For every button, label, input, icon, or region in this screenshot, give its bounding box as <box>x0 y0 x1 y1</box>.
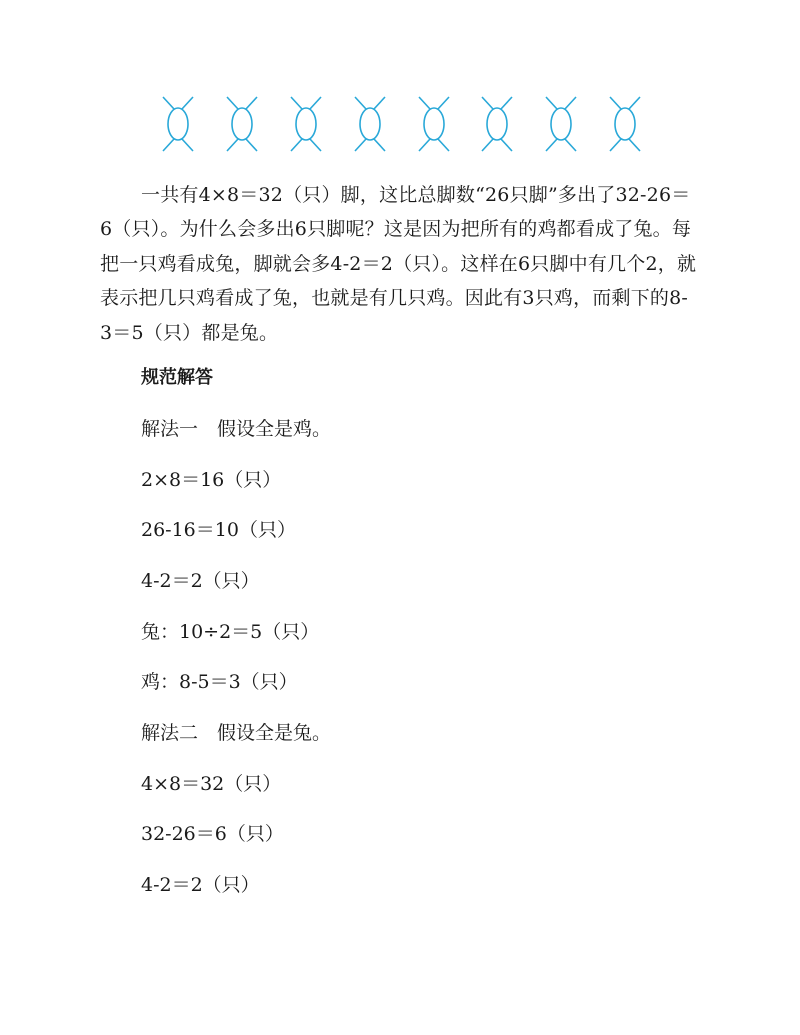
explanation-paragraph: 一共有4×8＝32（只）脚，这比总脚数“26只脚”多出了32-26＝6（只）。为什么会多出6只脚呢？这是因为把所有的鸡都看成了兔。每把一只鸡看成兔，脚就会多4-2＝2（只）。这样在6只脚中有几个2，就表示把几只鸡看成了兔，也就是有几只鸡。因此有3只鸡，而剩下的8-3＝5（只）都是兔。 <box>100 184 697 344</box>
method1-step: 鸡：8-5＝3（只） <box>141 671 298 693</box>
method1-step: 2×8＝16（只） <box>141 469 282 491</box>
figure-row <box>0 92 800 156</box>
method1-title: 解法一 假设全是鸡。 <box>141 418 332 440</box>
chicken-leg-figure-icon <box>419 97 449 151</box>
method1-step: 26-16＝10（只） <box>141 519 296 541</box>
chicken-leg-figure-icon <box>546 97 576 151</box>
chicken-leg-figure-icon <box>291 97 321 151</box>
method1-step: 4-2＝2（只） <box>141 570 260 592</box>
method2-step: 4×8＝32（只） <box>141 773 282 795</box>
chicken-leg-figure-icon <box>482 97 512 151</box>
method2-title: 解法二 假设全是兔。 <box>141 722 332 744</box>
method1-step: 兔：10÷2＝5（只） <box>141 621 320 643</box>
figure-row-svg <box>0 92 800 156</box>
chicken-leg-figure-icon <box>227 97 257 151</box>
chicken-leg-figure-icon <box>355 97 385 151</box>
method2-step: 4-2＝2（只） <box>141 874 260 896</box>
solution-heading: 规范解答 <box>141 367 213 388</box>
chicken-leg-figure-icon <box>610 97 640 151</box>
method2-step: 32-26＝6（只） <box>141 823 284 845</box>
chicken-leg-figure-icon <box>163 97 193 151</box>
